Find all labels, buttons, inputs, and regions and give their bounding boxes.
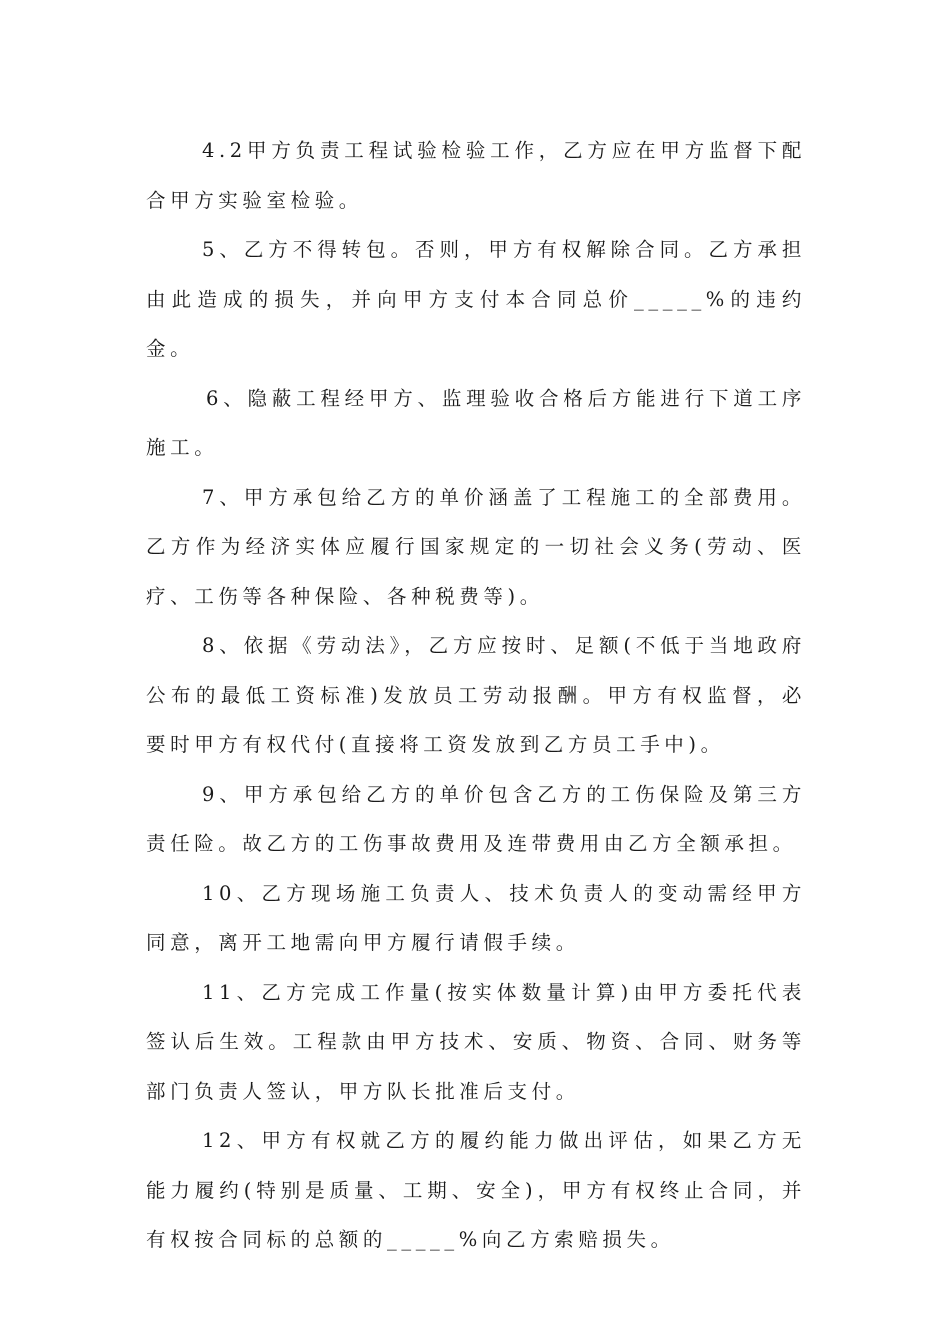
document-page bbox=[146, 126, 806, 1265]
clause-9: 9、甲方承包给乙方的单价包含乙方的工伤保险及第三方责任险。故乙方的工伤事故费用及连带费用由乙方全额承担。 bbox=[146, 782, 806, 855]
clause-12: 12、甲方有权就乙方的履约能力做出评估，如果乙方无能力履约(特别是质量、工期、安全)，甲方有权终止合同，并有权按合同标的总额的_____%向乙方索赔损失。 bbox=[146, 1129, 806, 1251]
clause-5: 5、乙方不得转包。否则，甲方有权解除合同。乙方承担由此造成的损失，并向甲方支付本合同总价_____%的违约金。 bbox=[146, 238, 806, 360]
clause-4-2: 4.2甲方负责工程试验检验工作，乙方应在甲方监督下配合甲方实验室检验。 bbox=[146, 139, 806, 212]
clause-8: 8、依据《劳动法》，乙方应按时、足额(不低于当地政府公布的最低工资标准)发放员工劳动报酬。甲方有权监督，必要时甲方有权代付(直接将工资发放到乙方员工手中)。 bbox=[146, 634, 806, 756]
clause-6: 6、隐蔽工程经甲方、监理验收合格后方能进行下道工序施工。 bbox=[146, 386, 806, 459]
clause-10: 10、乙方现场施工负责人、技术负责人的变动需经甲方同意，离开工地需向甲方履行请假手续。 bbox=[146, 881, 806, 954]
clause-11: 11、乙方完成工作量(按实体数量计算)由甲方委托代表签认后生效。工程款由甲方技术、安质、物资、合同、财务等部门负责人签认，甲方队长批准后支付。 bbox=[146, 980, 806, 1103]
clause-7: 7、甲方承包给乙方的单价涵盖了工程施工的全部费用。乙方作为经济实体应履行国家规定的一切社会义务(劳动、医疗、工伤等各种保险、各种税费等)。 bbox=[146, 485, 806, 608]
